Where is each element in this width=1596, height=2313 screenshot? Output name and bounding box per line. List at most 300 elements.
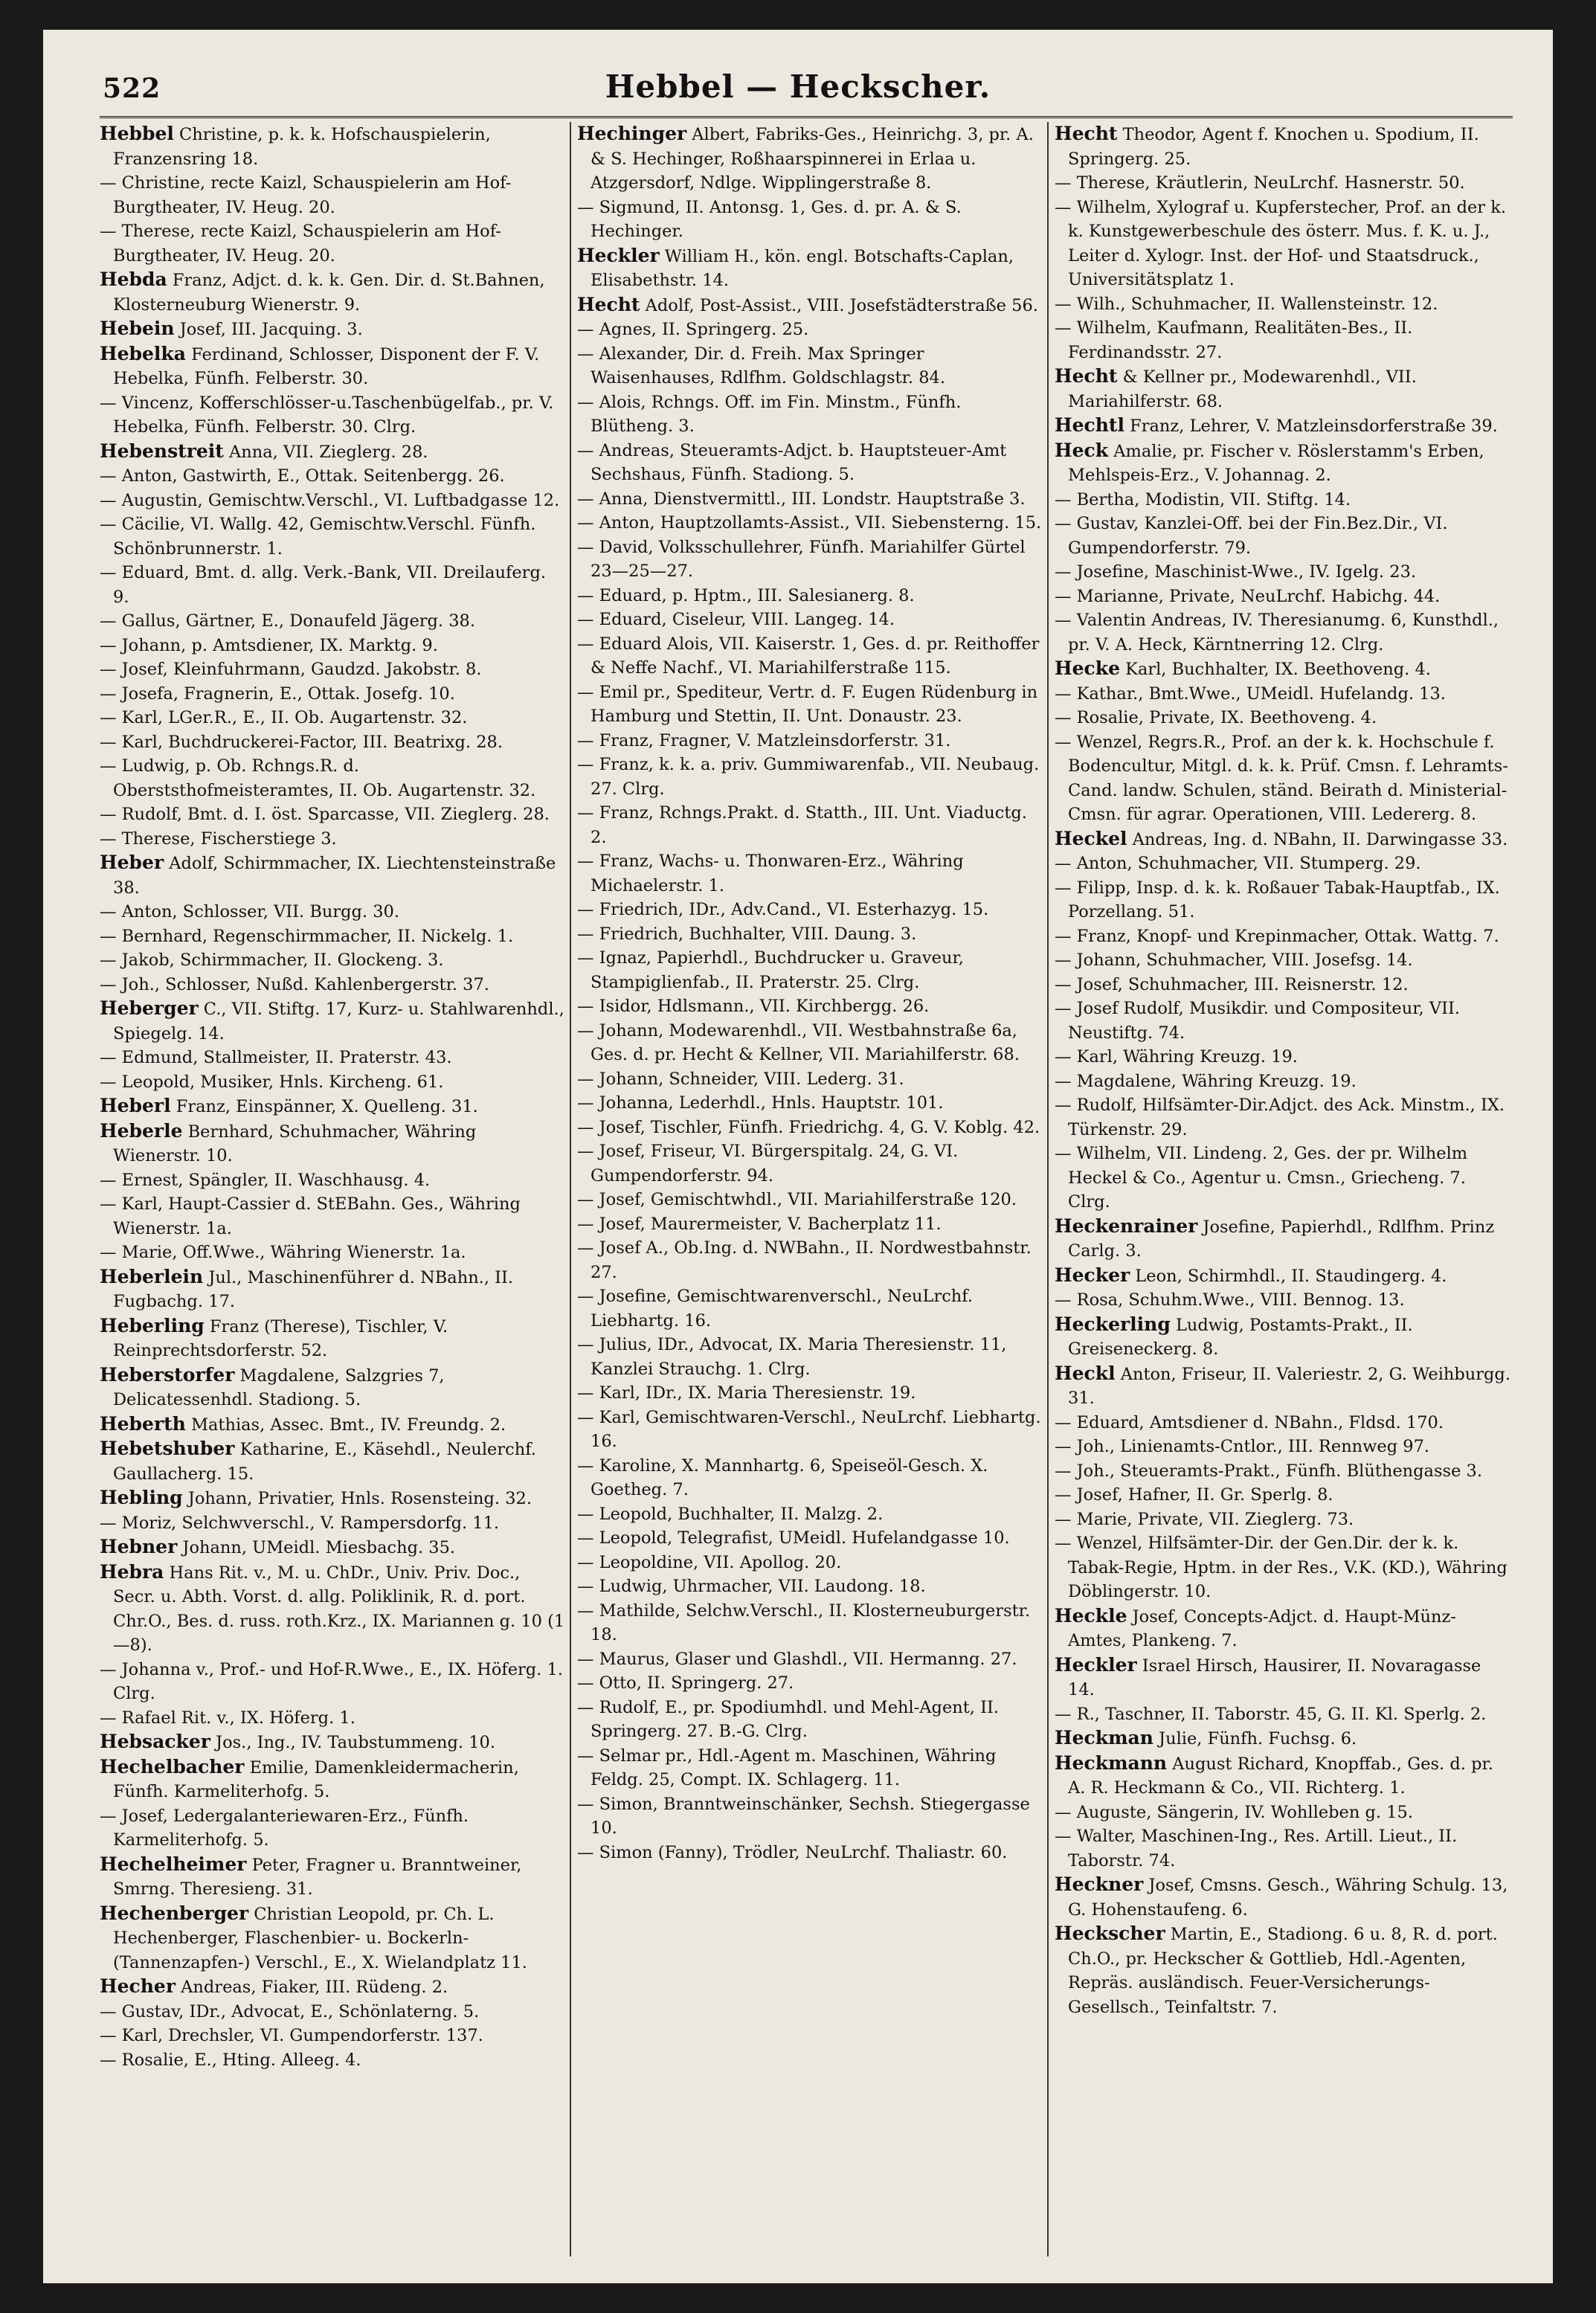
directory-entry: [1055, 973, 1513, 997]
directory-entry: [1055, 730, 1513, 827]
directory-entry: [577, 1841, 1043, 1865]
entry-details: Hans Rit. v., M. u. ChDr., Univ. Priv. Doc., Secr. u. Abth. Vorst. d. allg. Poliklinik, R. d. port. Chr.O., Bes. d. russ. roth.Krz., IX. Mariannen g. 10 (1—8).: [113, 1563, 565, 1655]
directory-entry: [577, 584, 1043, 608]
entry-details: Mathias, Assec. Bmt., IV. Freundg. 2.: [185, 1415, 506, 1435]
entry-details: — Wilhelm, Xylograf u. Kupferstecher, Prof. an der k. k. Kunstgewerbeschule des österr. Mus. f. K. u. J., Leiter d. Xylogr. Inst. der Hof- und Staatsdruck., Universitätsplatz 1.: [1055, 197, 1506, 289]
entry-details: — Marie, Private, VII. Zieglerg. 73.: [1055, 1509, 1354, 1529]
entry-details: Franz, Lehrer, V. Matzleinsdorferstraße 39.: [1124, 416, 1498, 436]
entry-details: — Marie, Off.Wwe., Währing Wienerstr. 1a.: [100, 1243, 466, 1262]
entry-surname: Hebsacker: [100, 1731, 210, 1752]
entry-details: Anna, VII. Zieglerg. 28.: [223, 442, 428, 462]
entry-details: — David, Volksschullehrer, Fünfh. Mariahilfer Gürtel 23—25—27.: [577, 537, 1026, 581]
entry-details: — Karoline, X. Mannhartg. 6, Speiseöl-Gesch. X. Goetheg. 7.: [577, 1455, 988, 1499]
directory-entry: [100, 924, 565, 949]
entry-surname: Hechinger: [577, 123, 687, 144]
directory-entry: [577, 729, 1043, 753]
entry-surname: Heberstorfer: [100, 1363, 235, 1386]
entry-details: — Josef A., Ob.Ing. d. NWBahn., II. Nordwestbahnstr. 27.: [577, 1238, 1032, 1282]
directory-entry: [577, 1212, 1043, 1237]
entry-details: Martin, E., Stadiong. 6 u. 8, R. d. port. Ch.O., pr. Heckscher & Gottlieb, Hdl.-Agenten, Repräs. ausländisch. Feuer-Versicherungs-Gesellsch., Teinfaltstr. 7.: [1068, 1925, 1498, 2017]
directory-entry: [577, 1091, 1043, 1116]
entry-details: — Ludwig, Uhrmacher, VII. Laudong. 18.: [577, 1577, 926, 1596]
entry-surname: Heberling: [100, 1314, 205, 1336]
entry-details: Adolf, Schirmmacher, IX. Liechtensteinstraße 38.: [113, 854, 556, 898]
directory-entry: [100, 634, 565, 658]
entry-details: — Therese, Fischerstiege 3.: [100, 829, 337, 849]
directory-entry: [100, 1486, 565, 1511]
directory-entry: [1055, 560, 1513, 585]
entry-details: Emilie, Damenkleidermacherin, Fünfh. Karmeliterhofg. 5.: [113, 1757, 519, 1801]
entry-details: Josef, III. Jacquing. 3.: [174, 320, 363, 339]
entry-details: Jos., Ing., IV. Taubstummeng. 10.: [210, 1733, 495, 1752]
directory-entry: [1055, 1824, 1513, 1873]
column-divider: [1047, 122, 1049, 2256]
entry-surname: Heberger: [100, 997, 199, 1019]
directory-entry: [577, 535, 1043, 584]
directory-entry: [100, 1119, 565, 1168]
directory-entry: [1055, 1045, 1513, 1069]
directory-entry: [577, 122, 1043, 196]
directory-entry: [100, 1706, 565, 1731]
entry-surname: Hecht: [1055, 365, 1118, 387]
entry-details: — Josef, Hafner, II. Gr. Sperlg. 8.: [1055, 1485, 1333, 1505]
entry-details: — Cäcilie, VI. Wallg. 42, Gemischtw.Verschl. Fünfh. Schönbrunnerstr. 1.: [100, 515, 536, 559]
entry-details: — Walter, Maschinen-Ing., Res. Artill. Lieut., II. Taborstr. 74.: [1055, 1827, 1458, 1870]
directory-entry: [1055, 1288, 1513, 1313]
directory-entry: [1055, 1873, 1513, 1922]
entry-details: — Kathar., Bmt.Wwe., UMeidl. Hufelandg. 13.: [1055, 683, 1446, 704]
directory-entry: [100, 802, 565, 827]
entry-details: — Josef Rudolf, Musikdir. und Compositeur, VII. Neustiftg. 74.: [1055, 999, 1460, 1043]
column-divider: [570, 122, 571, 2256]
entry-details: Ferdinand, Schlosser, Disponent der F. V. Hebelka, Fünfh. Felberstr. 30.: [113, 344, 540, 388]
entry-surname: Heberle: [100, 1119, 183, 1142]
directory-entry: [577, 487, 1043, 512]
directory-entry: [1055, 1653, 1513, 1702]
directory-entry: [1055, 608, 1513, 657]
directory-entry: [1055, 1459, 1513, 1484]
directory-entry: [577, 244, 1043, 293]
directory-entry: [100, 464, 565, 489]
directory-entry: [1055, 1435, 1513, 1459]
entry-details: Anton, Friseur, II. Valeriestr. 2, G. Weihburgg. 31.: [1068, 1364, 1510, 1408]
entry-details: — Bernhard, Regenschirmmacher, II. Nickelg. 1.: [100, 926, 514, 946]
entry-details: — Therese, Kräutlerin, NeuLrchf. Hasnerstr. 50.: [1055, 173, 1465, 193]
entry-details: — Auguste, Sängerin, IV. Wohlleben g. 15.: [1055, 1802, 1413, 1822]
entry-details: & Kellner pr., Modewarenhdl., VII. Mariahilferstr. 68.: [1068, 367, 1417, 411]
directory-entry: [1055, 439, 1513, 488]
entry-details: — Anton, Schuhmacher, VII. Stumperg. 29.: [1055, 854, 1421, 873]
column-3: [1055, 122, 1513, 2256]
entry-details: Bernhard, Schuhmacher, Währing Wienerstr. 10.: [113, 1122, 477, 1165]
directory-entry: [100, 827, 565, 852]
directory-entry: [100, 512, 565, 561]
directory-entry: [1055, 488, 1513, 512]
directory-entry: [100, 1265, 565, 1314]
directory-entry: [100, 851, 565, 900]
directory-entry: [1055, 1313, 1513, 1362]
directory-entry: [577, 1236, 1043, 1284]
directory-entry: [100, 754, 565, 802]
entry-details: — Andreas, Steueramts-Adjct. b. Hauptsteuer-Amt Sechshaus, Fünfh. Stadiong. 5.: [577, 440, 1007, 484]
entry-details: Ludwig, Postamts-Prakt., II. Greiseneckerg. 8.: [1068, 1315, 1413, 1359]
directory-entry: [577, 1551, 1043, 1575]
directory-entry: [100, 2000, 565, 2024]
header-rule: [100, 116, 1513, 118]
entry-details: — Karl, Buchdruckerei-Factor, III. Beatrixg. 28.: [100, 732, 503, 752]
entry-details: — Rosa, Schuhm.Wwe., VIII. Bennog. 13.: [1055, 1290, 1405, 1310]
directory-entry: [1055, 414, 1513, 439]
entry-surname: Heckle: [1055, 1604, 1127, 1627]
entry-surname: Heberlein: [100, 1265, 204, 1287]
entry-details: — Julius, IDr., Advocat, IX. Maria Theresienstr. 11, Kanzlei Strauchg. 1. Clrg.: [577, 1335, 1007, 1379]
entry-surname: Hebelka: [100, 342, 186, 364]
entry-surname: Hecher: [100, 1975, 176, 1997]
entry-details: — Johann, Schneider, VIII. Lederg. 31.: [577, 1069, 904, 1089]
entry-surname: Hechtl: [1055, 414, 1124, 436]
entry-details: Theodor, Agent f. Knochen u. Spodium, II. Springerg. 25.: [1068, 125, 1479, 169]
entry-surname: Heckman: [1055, 1727, 1153, 1749]
directory-entry: [577, 1502, 1043, 1527]
entry-details: — Johann, p. Amtsdiener, IX. Marktg. 9.: [100, 635, 438, 655]
entry-surname: Heckmann: [1055, 1751, 1168, 1774]
entry-surname: Heckler: [577, 244, 660, 266]
directory-entry: [577, 681, 1043, 729]
entry-details: — Magdalene, Währing Kreuzg. 19.: [1055, 1071, 1357, 1091]
directory-entry: [1055, 948, 1513, 973]
directory-entry: [577, 898, 1043, 922]
entry-surname: Heberth: [100, 1412, 186, 1435]
entry-surname: Hebein: [100, 318, 175, 339]
directory-entry: [577, 994, 1043, 1019]
entry-details: Adolf, Post-Assist., VIII. Josefstädterstraße 56.: [640, 295, 1038, 315]
entry-details: — Edmund, Stallmeister, II. Praterstr. 43.: [100, 1048, 452, 1067]
entry-details: — Eduard, Bmt. d. allg. Verk.-Bank, VII. Dreilauferg. 9.: [100, 563, 546, 607]
directory-entry: [100, 1070, 565, 1095]
directory-entry: [1055, 706, 1513, 730]
entry-surname: Hebetshuber: [100, 1438, 235, 1459]
directory-entry: [100, 682, 565, 707]
directory-entry: [100, 2024, 565, 2048]
entry-details: — Therese, recte Kaizl, Schauspielerin am Hof-Burgtheater, IV. Heug. 20.: [100, 222, 501, 266]
entry-details: Amalie, pr. Fischer v. Röslerstamm's Erben, Mehlspeis-Erz., V. Johannag. 2.: [1068, 441, 1484, 485]
column-1: [100, 122, 565, 2256]
entry-details: — Isidor, Hdlsmann., VII. Kirchbergg. 26.: [577, 997, 930, 1016]
directory-entry: [577, 390, 1043, 439]
entry-surname: Heber: [100, 852, 164, 873]
directory-entry: [1055, 1362, 1513, 1411]
directory-columns: [100, 122, 1513, 2256]
entry-details: — Joh., Linienamts-Cntlor., III. Rennweg 97.: [1055, 1437, 1430, 1456]
entry-surname: Hechenberger: [100, 1902, 249, 1924]
entry-details: — Johanna v., Prof.- und Hof-R.Wwe., E., IX. Höferg. 1. Clrg.: [100, 1659, 563, 1703]
directory-entry: [100, 1535, 565, 1560]
entry-surname: Hecht: [577, 293, 640, 315]
directory-entry: [100, 1046, 565, 1070]
entry-details: — Augustin, Gemischtw.Verschl., VI. Luftbadgasse 12.: [100, 490, 560, 510]
entry-details: — Wilhelm, Kaufmann, Realitäten-Bes., II. Ferdinandsstr. 27.: [1055, 318, 1413, 362]
directory-entry: [577, 1139, 1043, 1188]
entry-details: — Ignaz, Papierhdl., Buchdrucker u. Graveur, Stampiglienfab., II. Praterstr. 25. Clrg.: [577, 948, 964, 992]
entry-details: — Sigmund, II. Antonsg. 1, Ges. d. pr. A. & S. Hechinger.: [577, 197, 962, 241]
directory-entry: [100, 171, 565, 219]
entry-details: — Rudolf, Bmt. d. I. öst. Sparcasse, VII. Zieglerg. 28.: [100, 805, 550, 824]
directory-entry: [1055, 292, 1513, 317]
entry-details: — Simon (Fanny), Trödler, NeuLrchf. Thaliastr. 60.: [577, 1842, 1008, 1862]
directory-entry: [100, 1560, 565, 1658]
directory-entry: [100, 391, 565, 440]
entry-details: Israel Hirsch, Hausirer, II. Novaragasse 14.: [1068, 1656, 1481, 1699]
directory-entry: [100, 973, 565, 997]
directory-entry: [1055, 1483, 1513, 1508]
directory-entry: [1055, 171, 1513, 196]
entry-details: — Christine, recte Kaizl, Schauspielerin am Hof-Burgtheater, IV. Heug. 20.: [100, 173, 512, 217]
directory-entry: [577, 608, 1043, 632]
entry-surname: Hebling: [100, 1487, 183, 1508]
entry-details: — Leopoldine, VII. Apollog. 20.: [577, 1552, 842, 1572]
entry-details: — Gallus, Gärtner, E., Donaufeld Jägerg. 38.: [100, 611, 476, 631]
entry-surname: Heckner: [1055, 1873, 1144, 1895]
directory-entry: [100, 1902, 565, 1975]
entry-details: — Josefine, Maschinist-Wwe., IV. Igelg. 23.: [1055, 562, 1417, 582]
directory-entry: [577, 1647, 1043, 1672]
directory-entry: [1055, 585, 1513, 609]
entry-details: — Josef, Kleinfuhrmann, Gaudzd. Jakobstr. 8.: [100, 660, 482, 679]
directory-entry: [1055, 657, 1513, 682]
entry-surname: Heckerling: [1055, 1313, 1171, 1335]
entry-details: — Rosalie, Private, IX. Beethoveng. 4.: [1055, 708, 1377, 727]
directory-entry: [100, 1412, 565, 1438]
entry-surname: Hebra: [100, 1560, 164, 1583]
entry-details: — Marianne, Private, NeuLrchf. Habichg. 44.: [1055, 586, 1441, 606]
entry-details: William H., kön. engl. Botschafts-Caplan, Elisabethstr. 14.: [591, 246, 1014, 290]
directory-entry: [100, 1730, 565, 1755]
page-header: [43, 68, 1553, 113]
directory-entry: [577, 1116, 1043, 1140]
entry-details: — Joh., Steueramts-Prakt., Fünfh. Blüthengasse 3.: [1055, 1461, 1483, 1481]
entry-details: Albert, Fabriks-Ges., Heinrichg. 3, pr. A. & S. Hechinger, Roßhaarspinnerei in Erlaa u. Atzgersdorf, Ndlge. Wipplingerstraße 8.: [591, 125, 1034, 193]
entry-details: — Eduard, Amtsdiener d. NBahn., Fldsd. 170.: [1055, 1412, 1444, 1432]
directory-entry: [1055, 512, 1513, 560]
entry-surname: Heckscher: [1055, 1923, 1165, 1944]
directory-entry: [577, 1333, 1043, 1381]
entry-details: — Wenzel, Hilfsämter-Dir. der Gen.Dir. der k. k. Tabak-Regie, Hptm. in der Res., V.K. (KD.), Währing Döblingerstr. 10.: [1055, 1534, 1507, 1601]
entry-details: — Leopold, Musiker, Hnls. Kircheng. 61.: [100, 1072, 444, 1092]
directory-entry: [100, 561, 565, 609]
entry-details: — Vincenz, Kofferschlösser-u.Taschenbügelfab., pr. V. Hebelka, Fünfh. Felberstr. 30. Clrg.: [100, 393, 554, 437]
directory-entry: [1055, 827, 1513, 852]
directory-entry: [1055, 1142, 1513, 1215]
entry-details: — Ernest, Spängler, II. Waschhausg. 4.: [100, 1170, 431, 1190]
entry-details: Julie, Fünfh. Fuchsg. 6.: [1153, 1729, 1357, 1749]
entry-details: — Friedrich, IDr., Adv.Cand., VI. Esterhazyg. 15.: [577, 900, 989, 919]
entry-surname: Hebbel: [100, 123, 174, 144]
directory-entry: [100, 1755, 565, 1804]
entry-details: Christian Leopold, pr. Ch. L. Hechenberger, Flaschenbier- u. Bockerln- (Tannenzapfen-) Verschl., E., X. Wielandplatz 11.: [113, 1904, 527, 1972]
entry-surname: Hecht: [1055, 123, 1118, 144]
entry-details: Franz, Einspänner, X. Quelleng. 31.: [170, 1097, 478, 1116]
directory-entry: [100, 1658, 565, 1706]
directory-entry: [1055, 1264, 1513, 1289]
directory-entry: [1055, 1215, 1513, 1264]
directory-entry: [577, 1067, 1043, 1092]
directory-entry: [577, 196, 1043, 244]
entry-details: — Anton, Hauptzollamts-Assist., VII. Siebensterng. 15.: [577, 513, 1042, 533]
entry-details: Johann, Privatier, Hnls. Rosensteing. 32.: [182, 1489, 532, 1508]
entry-details: — Selmar pr., Hdl.-Agent m. Maschinen, Währing Feldg. 25, Compt. IX. Schlagerg. 11.: [577, 1746, 997, 1789]
directory-entry: [100, 997, 565, 1046]
entry-details: — Emil pr., Spediteur, Vertr. d. F. Eugen Rüdenburg in Hamburg und Stettin, II. Unt. Donaustr. 23.: [577, 682, 1038, 726]
directory-entry: [100, 1363, 565, 1412]
directory-entry: [100, 440, 565, 465]
entry-surname: Heberl: [100, 1095, 171, 1116]
directory-entry: [100, 1975, 565, 2000]
entry-details: — Alexander, Dir. d. Freih. Max Springer Waisenhauses, Rdlfhm. Goldschlagstr. 84.: [577, 344, 945, 387]
directory-entry: [100, 706, 565, 730]
entry-details: — Moriz, Selchwverschl., V. Rampersdorfg. 11.: [100, 1513, 500, 1533]
entry-details: Franz (Therese), Tischler, V. Reinprechtsdorferstr. 52.: [113, 1316, 448, 1360]
entry-details: — Franz, Rchngs.Prakt. d. Statth., III. Unt. Viaductg. 2.: [577, 803, 1027, 847]
entry-surname: Hebenstreit: [100, 440, 224, 462]
entry-details: — Eduard Alois, VII. Kaiserstr. 1, Ges. d. pr. Reithoffer & Neffe Nachf., VI. Mariahilferstraße 115.: [577, 634, 1040, 678]
directory-entry: [1055, 1508, 1513, 1532]
entry-details: Christine, p. k. k. Hofschauspielerin, Franzensring 18.: [113, 125, 491, 169]
entry-surname: Heckenrainer: [1055, 1215, 1198, 1237]
directory-entry: [577, 318, 1043, 342]
directory-entry: [100, 1314, 565, 1363]
directory-entry: [577, 632, 1043, 681]
entry-details: — Josef, Friseur, VI. Bürgerspitalg. 24, G. VI. Gumpendorferstr. 94.: [577, 1142, 959, 1186]
entry-details: — Karl, Drechsler, VI. Gumpendorferstr. 137.: [100, 2026, 483, 2045]
directory-entry: [577, 1792, 1043, 1841]
entry-details: — R., Taschner, II. Taborstr. 45, G. II. Kl. Sperlg. 2.: [1055, 1704, 1487, 1724]
directory-entry: [1055, 1702, 1513, 1727]
entry-details: — Rudolf, Hilfsämter-Dir.Adjct. des Ack. Minstm., IX. Türkenstr. 29.: [1055, 1096, 1505, 1139]
entry-surname: Hebda: [100, 268, 167, 290]
directory-entry: [1055, 1531, 1513, 1604]
directory-entry: [100, 1853, 565, 1902]
entry-details: — Mathilde, Selchw.Verschl., II. Klosterneuburgerstr. 18.: [577, 1601, 1031, 1644]
directory-entry: [100, 1241, 565, 1265]
entry-details: — Karl, Gemischtwaren-Verschl., NeuLrchf. Liebhartg. 16.: [577, 1407, 1041, 1451]
entry-details: — Wenzel, Regrs.R., Prof. an der k. k. Hochschule f. Bodencultur, Mitgl. d. k. k. Prüf. Cmsn. f. Lehramts-Cand. landw. Schulen, ständ. Beirath d. Ministerial-Cmsn. für agrar. Operationen, VIII. Ledererg. 8.: [1055, 732, 1508, 824]
directory-entry: [1055, 1922, 1513, 2019]
entry-details: Katharine, E., Käsehdl., Neulerchf. Gaullacherg. 15.: [113, 1440, 536, 1484]
directory-entry: [100, 1437, 565, 1486]
entry-details: Josef, Concepts-Adjct. d. Haupt-Münz-Amtes, Plankeng. 7.: [1068, 1606, 1456, 1650]
entry-details: — Wilh., Schuhmacher, II. Wallensteinstr. 12.: [1055, 294, 1438, 314]
directory-entry: [577, 1744, 1043, 1792]
entry-surname: Hechelbacher: [100, 1755, 245, 1778]
entry-details: Peter, Fragner u. Branntweiner, Smrng. Theresieng. 31.: [113, 1855, 522, 1899]
entry-details: — Maurus, Glaser und Glashdl., VII. Hermanng. 27.: [577, 1649, 1017, 1669]
directory-entry: [1055, 997, 1513, 1045]
directory-entry: [1055, 196, 1513, 292]
directory-entry: [1055, 1093, 1513, 1142]
directory-entry: [100, 317, 565, 342]
entry-details: — Johanna, Lederhdl., Hnls. Hauptstr. 101.: [577, 1093, 944, 1113]
entry-details: Magdalene, Salzgries 7, Delicatessenhdl. Stadiong. 5.: [113, 1365, 445, 1409]
page-number: 522: [103, 73, 161, 104]
entry-details: — Anton, Gastwirth, E., Ottak. Seitenbergg. 26.: [100, 466, 505, 486]
directory-entry: [100, 948, 565, 973]
directory-entry: [577, 342, 1043, 390]
entry-details: Josefine, Papierhdl., Rdlfhm. Prinz Carlg. 3.: [1068, 1217, 1495, 1261]
directory-entry: [577, 1381, 1043, 1406]
directory-entry: [577, 1574, 1043, 1599]
entry-details: — Filipp, Insp. d. k. k. Roßauer Tabak-Hauptfab., IX. Porzellang. 51.: [1055, 878, 1500, 921]
directory-entry: [1055, 1411, 1513, 1435]
directory-entry: [577, 922, 1043, 947]
entry-details: — Friedrich, Buchhalter, VIII. Daung. 3.: [577, 924, 917, 944]
directory-entry: [100, 1511, 565, 1536]
directory-entry: [100, 268, 565, 317]
directory-entry: [1055, 852, 1513, 876]
entry-details: — Rosalie, E., Hting. Alleeg. 4.: [100, 2050, 361, 2070]
entry-surname: Heck: [1055, 439, 1109, 461]
directory-entry: [577, 1696, 1043, 1744]
entry-details: — Josefa, Fragnerin, E., Ottak. Josefg. 10.: [100, 683, 455, 704]
entry-details: Johann, UMeidl. Miesbachg. 35.: [177, 1538, 456, 1557]
entry-details: — Josefine, Gemischtwarenverschl., NeuLrchf. Liebhartg. 16.: [577, 1287, 973, 1331]
directory-entry: [100, 900, 565, 924]
directory-entry: [577, 1671, 1043, 1696]
directory-entry: [577, 1019, 1043, 1067]
directory-entry: [1055, 1069, 1513, 1094]
directory-entry: [577, 849, 1043, 898]
directory-entry: [100, 1804, 565, 1853]
directory-entry: [577, 801, 1043, 849]
entry-details: Josef, Cmsns. Gesch., Währing Schulg. 13, G. Hohenstaufeng. 6.: [1068, 1876, 1508, 1920]
entry-details: — Josef, Ledergalanteriewaren-Erz., Fünfh. Karmeliterhofg. 5.: [100, 1806, 469, 1850]
entry-details: — Karl, LGer.R., E., II. Ob. Augartenstr. 32.: [100, 708, 468, 727]
entry-details: — Gustav, IDr., Advocat, E., Schönlaterng. 5.: [100, 2001, 480, 2021]
directory-entry: [100, 122, 565, 171]
entry-details: — Eduard, Ciseleur, VIII. Langeg. 14.: [577, 610, 895, 629]
entry-details: Leon, Schirmhdl., II. Staudingerg. 4.: [1130, 1266, 1447, 1286]
entry-details: — Franz, k. k. a. priv. Gummiwarenfab., VII. Neubaug. 27. Clrg.: [577, 755, 1040, 799]
directory-entry: [100, 657, 565, 682]
directory-entry: [577, 1526, 1043, 1551]
directory-entry: [577, 511, 1043, 535]
entry-surname: Hecke: [1055, 657, 1120, 679]
directory-entry: [100, 1168, 565, 1193]
entry-details: — Anna, Dienstvermittl., III. Londstr. Hauptstraße 3.: [577, 489, 1026, 509]
entry-details: — Rudolf, E., pr. Spodiumhdl. und Mehl-Agent, II. Springerg. 27. B.-G. Clrg.: [577, 1697, 1000, 1741]
directory-entry: [577, 1188, 1043, 1212]
entry-details: — Otto, II. Springerg. 27.: [577, 1673, 794, 1693]
directory-entry: [100, 609, 565, 634]
directory-entry: [577, 439, 1043, 487]
directory-entry: [577, 946, 1043, 994]
directory-entry: [577, 1454, 1043, 1502]
entry-details: — Leopold, Telegrafist, UMeidl. Hufelandgasse 10.: [577, 1528, 1010, 1548]
entry-details: Andreas, Ing. d. NBahn, II. Darwingasse 33.: [1127, 829, 1508, 849]
directory-entry: [1055, 1801, 1513, 1825]
directory-entry: [1055, 1604, 1513, 1653]
entry-details: Franz, Adjct. d. k. k. Gen. Dir. d. St.Bahnen, Klosterneuburg Wienerstr. 9.: [113, 271, 545, 315]
entry-details: — Anton, Schlosser, VII. Burgg. 30.: [100, 902, 400, 921]
entry-details: — Karl, Währing Kreuzg. 19.: [1055, 1047, 1298, 1067]
entry-details: — Josef, Gemischtwhdl., VII. Mariahilferstraße 120.: [577, 1190, 1017, 1209]
directory-entry: [100, 342, 565, 391]
entry-surname: Heckel: [1055, 827, 1127, 849]
entry-details: — Karl, Haupt-Cassier d. StEBahn. Ges., Währing Wienerstr. 1a.: [100, 1194, 521, 1238]
directory-entry: [100, 730, 565, 755]
entry-surname: Hechelheimer: [100, 1853, 247, 1875]
entry-surname: Heckler: [1055, 1653, 1137, 1676]
directory-entry: [577, 1406, 1043, 1454]
